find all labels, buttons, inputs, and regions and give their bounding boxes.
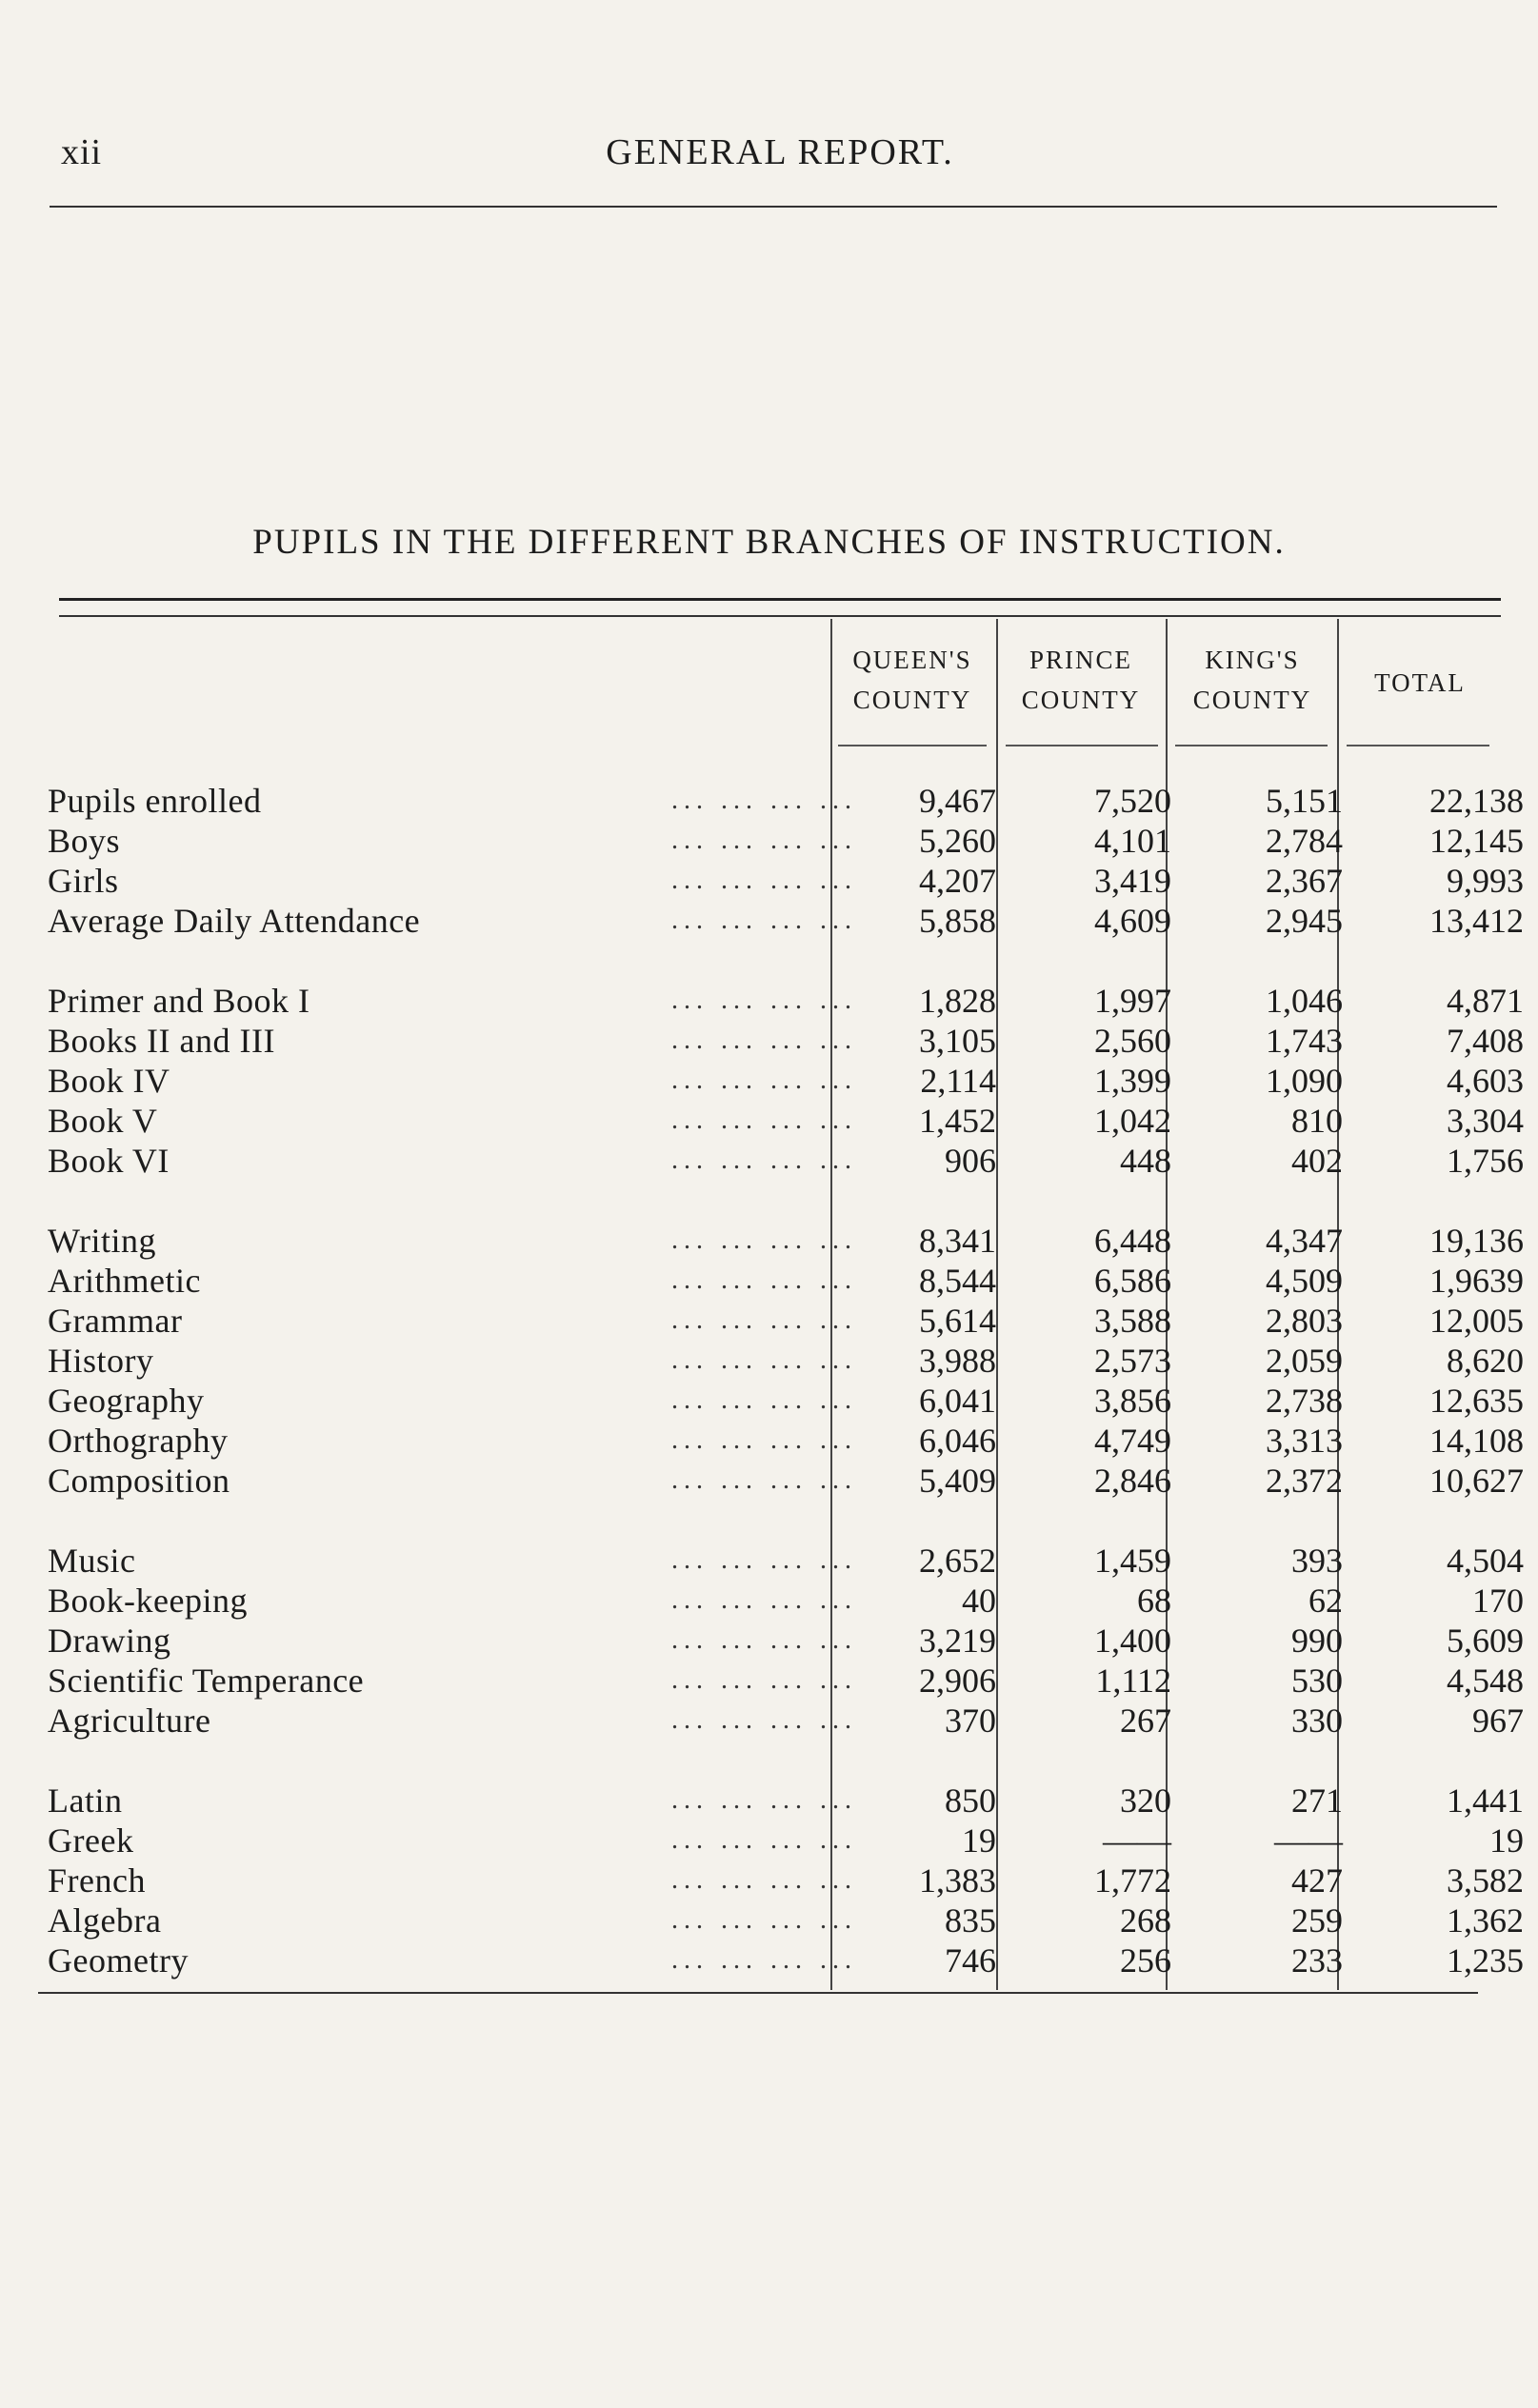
row-label: Composition xyxy=(48,1462,230,1500)
cell-value: 3,313 xyxy=(1266,1422,1343,1460)
leader-dots: ... ... ... ... xyxy=(671,1225,857,1255)
table-row xyxy=(38,781,1524,821)
table-row xyxy=(38,1261,1524,1301)
cell-value: 2,059 xyxy=(1266,1342,1343,1380)
table-row xyxy=(38,1421,1524,1461)
cell-value: 9,993 xyxy=(1447,862,1524,900)
cell-value: 2,560 xyxy=(1094,1022,1171,1060)
row-label: Scientific Temperance xyxy=(48,1662,365,1700)
row-label: Pupils enrolled xyxy=(48,782,262,820)
cell-value: 746 xyxy=(945,1941,996,1980)
cell-value: 7,408 xyxy=(1447,1022,1524,1060)
row-label: Boys xyxy=(48,822,121,860)
cell-value: 1,743 xyxy=(1266,1022,1343,1060)
cell-value: 2,367 xyxy=(1266,862,1343,900)
cell-value: 835 xyxy=(945,1901,996,1940)
column-header-kings: KING'S COUNTY xyxy=(1192,646,1312,714)
header-underline xyxy=(1347,745,1489,746)
cell-value: 4,548 xyxy=(1447,1662,1524,1700)
cell-value: 256 xyxy=(1120,1941,1171,1980)
leader-dots: ... ... ... ... xyxy=(671,1585,857,1615)
cell-value: 6,586 xyxy=(1094,1262,1171,1300)
cell-value: 13,412 xyxy=(1429,902,1524,940)
leader-dots: ... ... ... ... xyxy=(671,1065,857,1095)
cell-value: 12,145 xyxy=(1429,822,1524,860)
cell-value: 810 xyxy=(1291,1102,1343,1140)
table-row xyxy=(38,1621,1524,1661)
cell-value: 268 xyxy=(1120,1901,1171,1940)
row-label: French xyxy=(48,1861,146,1900)
cell-value: 4,749 xyxy=(1094,1422,1171,1460)
cell-value: 4,509 xyxy=(1266,1262,1343,1300)
cell-value: 6,041 xyxy=(919,1382,996,1420)
cell-value: 271 xyxy=(1291,1781,1343,1820)
table-title: PUPILS IN THE DIFFERENT BRANCHES OF INSTRUCTION. xyxy=(252,523,1286,562)
table-row xyxy=(38,1861,1524,1901)
cell-value: 530 xyxy=(1291,1662,1343,1700)
column-header-queens: QUEEN'S COUNTY xyxy=(852,646,972,714)
group-spacer xyxy=(38,1741,1505,1781)
table-row xyxy=(38,1581,1524,1621)
running-title: GENERAL REPORT. xyxy=(606,132,954,172)
cell-value: 1,772 xyxy=(1094,1861,1171,1900)
cell-value: 22,138 xyxy=(1429,782,1524,820)
table-body xyxy=(38,781,1524,1980)
cell-value: 2,652 xyxy=(919,1542,996,1580)
table-top-rule-thin xyxy=(59,615,1501,617)
row-label: Primer and Book I xyxy=(48,982,310,1020)
leader-dots: ... ... ... ... xyxy=(671,1105,857,1135)
cell-value: 2,803 xyxy=(1266,1302,1343,1340)
group-spacer xyxy=(38,1181,1505,1221)
row-label: Orthography xyxy=(48,1422,229,1460)
table-row xyxy=(38,1301,1524,1341)
cell-value: 370 xyxy=(945,1702,996,1740)
row-label: Greek xyxy=(48,1821,134,1860)
cell-value: 5,260 xyxy=(919,822,996,860)
cell-value: 5,858 xyxy=(919,902,996,940)
cell-value: 12,005 xyxy=(1429,1302,1524,1340)
leader-dots: ... ... ... ... xyxy=(671,826,857,855)
leader-dots: ... ... ... ... xyxy=(671,786,857,815)
cell-value: 14,108 xyxy=(1429,1422,1524,1460)
cell-value: 3,988 xyxy=(919,1342,996,1380)
table-top-rule xyxy=(59,598,1501,601)
row-label: History xyxy=(48,1342,154,1380)
table-row xyxy=(38,1381,1524,1421)
cell-value: 906 xyxy=(945,1142,996,1180)
cell-value: 4,609 xyxy=(1094,902,1171,940)
cell-value: 1,042 xyxy=(1094,1102,1171,1140)
cell-value: 6,046 xyxy=(919,1422,996,1460)
cell-value: 5,614 xyxy=(919,1302,996,1340)
row-label: Arithmetic xyxy=(48,1262,201,1300)
leader-dots: ... ... ... ... xyxy=(671,1625,857,1655)
leader-dots: ... ... ... ... xyxy=(671,1905,857,1935)
cell-value: 2,372 xyxy=(1266,1462,1343,1500)
cell-value: 1,400 xyxy=(1094,1622,1171,1660)
cell-value: 19 xyxy=(962,1821,996,1860)
cell-value: 3,304 xyxy=(1447,1102,1524,1140)
column-header-prince: PRINCE COUNTY xyxy=(1021,646,1141,714)
cell-value: 2,945 xyxy=(1266,902,1343,940)
column-header-total: TOTAL xyxy=(1374,668,1466,697)
cell-value: 2,906 xyxy=(919,1662,996,1700)
leader-dots: ... ... ... ... xyxy=(671,1025,857,1055)
row-label: Book IV xyxy=(48,1062,170,1100)
cell-value: 967 xyxy=(1472,1702,1524,1740)
row-label: Girls xyxy=(48,862,119,900)
row-label: Geography xyxy=(48,1382,205,1420)
row-label: Average Daily Attendance xyxy=(48,902,421,940)
group-spacer xyxy=(38,1501,1505,1541)
cell-value: 2,573 xyxy=(1094,1342,1171,1380)
cell-value: 4,207 xyxy=(919,862,996,900)
cell-value: 9,467 xyxy=(919,782,996,820)
cell-value: —— xyxy=(1274,1821,1343,1860)
table-bottom-rule xyxy=(38,1992,1478,1994)
table-row xyxy=(38,821,1524,861)
cell-value: 40 xyxy=(962,1582,996,1620)
leader-dots: ... ... ... ... xyxy=(671,1305,857,1335)
table-row xyxy=(38,1541,1524,1581)
row-label: Grammar xyxy=(48,1302,183,1340)
leader-dots: ... ... ... ... xyxy=(671,1425,857,1455)
row-label: Latin xyxy=(48,1781,123,1820)
row-label: Agriculture xyxy=(48,1702,211,1740)
leader-dots: ... ... ... ... xyxy=(671,985,857,1015)
cell-value: 3,419 xyxy=(1094,862,1171,900)
cell-value: 1,090 xyxy=(1266,1062,1343,1100)
cell-value: 1,756 xyxy=(1447,1142,1524,1180)
cell-value: 427 xyxy=(1291,1861,1343,1900)
leader-dots: ... ... ... ... xyxy=(671,1345,857,1375)
cell-value: 1,997 xyxy=(1094,982,1171,1020)
cell-value: 1,383 xyxy=(919,1861,996,1900)
cell-value: 850 xyxy=(945,1781,996,1820)
cell-value: 68 xyxy=(1137,1582,1171,1620)
table-row xyxy=(38,1341,1524,1381)
table-row xyxy=(38,1461,1524,1501)
row-label: Drawing xyxy=(48,1622,171,1660)
cell-value: 4,347 xyxy=(1266,1222,1343,1260)
cell-value: 448 xyxy=(1120,1142,1171,1180)
header-rule xyxy=(50,206,1497,208)
cell-value: 2,846 xyxy=(1094,1462,1171,1500)
cell-value: 267 xyxy=(1120,1702,1171,1740)
cell-value: 6,448 xyxy=(1094,1222,1171,1260)
cell-value: —— xyxy=(1103,1821,1171,1860)
cell-value: 8,341 xyxy=(919,1222,996,1260)
table-row xyxy=(38,1141,1524,1181)
cell-value: 7,520 xyxy=(1094,782,1171,820)
leader-dots: ... ... ... ... xyxy=(671,1865,857,1895)
cell-value: 1,235 xyxy=(1447,1941,1524,1980)
row-label: Music xyxy=(48,1542,136,1580)
table-row xyxy=(38,1661,1524,1701)
cell-value: 12,635 xyxy=(1429,1382,1524,1420)
cell-value: 5,151 xyxy=(1266,782,1343,820)
table-row xyxy=(38,1901,1524,1940)
leader-dots: ... ... ... ... xyxy=(671,1825,857,1855)
cell-value: 5,409 xyxy=(919,1462,996,1500)
row-label: Books II and III xyxy=(48,1022,275,1060)
cell-value: 1,399 xyxy=(1094,1062,1171,1100)
cell-value: 8,544 xyxy=(919,1262,996,1300)
header-underline xyxy=(838,745,987,746)
leader-dots: ... ... ... ... xyxy=(671,1665,857,1695)
row-label: Book-keeping xyxy=(48,1582,248,1620)
cell-value: 2,738 xyxy=(1266,1382,1343,1420)
cell-value: 19,136 xyxy=(1429,1222,1524,1260)
cell-value: 3,856 xyxy=(1094,1382,1171,1420)
table-row xyxy=(38,1781,1524,1821)
table-row xyxy=(38,861,1524,901)
cell-value: 4,871 xyxy=(1447,982,1524,1020)
cell-value: 1,362 xyxy=(1447,1901,1524,1940)
header-underline xyxy=(1175,745,1328,746)
cell-value: 1,441 xyxy=(1447,1781,1524,1820)
table-row xyxy=(38,1021,1524,1061)
table-row xyxy=(38,981,1524,1021)
cell-value: 259 xyxy=(1291,1901,1343,1940)
cell-value: 1,828 xyxy=(919,982,996,1020)
row-label: Algebra xyxy=(48,1901,162,1940)
cell-value: 1,046 xyxy=(1266,982,1343,1020)
cell-value: 8,620 xyxy=(1447,1342,1524,1380)
cell-value: 3,582 xyxy=(1447,1861,1524,1900)
leader-dots: ... ... ... ... xyxy=(671,1265,857,1295)
cell-value: 1,452 xyxy=(919,1102,996,1140)
row-label: Book VI xyxy=(48,1142,170,1180)
cell-value: 3,588 xyxy=(1094,1302,1171,1340)
leader-dots: ... ... ... ... xyxy=(671,1145,857,1175)
cell-value: 62 xyxy=(1308,1582,1343,1620)
table-row xyxy=(38,1101,1524,1141)
cell-value: 2,114 xyxy=(920,1062,996,1100)
cell-value: 330 xyxy=(1291,1702,1343,1740)
cell-value: 4,603 xyxy=(1447,1062,1524,1100)
cell-value: 5,609 xyxy=(1447,1622,1524,1660)
leader-dots: ... ... ... ... xyxy=(671,866,857,895)
cell-value: 19 xyxy=(1489,1821,1524,1860)
row-label: Geometry xyxy=(48,1941,189,1980)
table-row xyxy=(38,1940,1524,1980)
cell-value: 3,219 xyxy=(919,1622,996,1660)
leader-dots: ... ... ... ... xyxy=(671,1785,857,1815)
group-spacer xyxy=(38,941,1505,981)
cell-value: 10,627 xyxy=(1429,1462,1524,1500)
leader-dots: ... ... ... ... xyxy=(671,1705,857,1735)
table-row xyxy=(38,1701,1524,1741)
cell-value: 393 xyxy=(1291,1542,1343,1580)
leader-dots: ... ... ... ... xyxy=(671,1945,857,1975)
cell-value: 170 xyxy=(1472,1582,1524,1620)
cell-value: 4,504 xyxy=(1447,1542,1524,1580)
cell-value: 990 xyxy=(1291,1622,1343,1660)
cell-value: 2,784 xyxy=(1266,822,1343,860)
table-row xyxy=(38,1821,1524,1861)
cell-value: 1,112 xyxy=(1095,1662,1171,1700)
row-label: Writing xyxy=(48,1222,157,1260)
cell-value: 320 xyxy=(1120,1781,1171,1820)
running-head xyxy=(61,131,1499,179)
cell-value: 3,105 xyxy=(919,1022,996,1060)
page-number: xii xyxy=(61,132,103,172)
leader-dots: ... ... ... ... xyxy=(671,1545,857,1575)
table-row xyxy=(38,901,1524,941)
header-underline xyxy=(1006,745,1158,746)
leader-dots: ... ... ... ... xyxy=(671,1465,857,1495)
leader-dots: ... ... ... ... xyxy=(671,1385,857,1415)
table-row xyxy=(38,1221,1524,1261)
cell-value: 1,9639 xyxy=(1429,1262,1524,1300)
cell-value: 233 xyxy=(1291,1941,1343,1980)
cell-value: 1,459 xyxy=(1094,1542,1171,1580)
row-label: Book V xyxy=(48,1102,158,1140)
leader-dots: ... ... ... ... xyxy=(671,905,857,935)
table-row xyxy=(38,1061,1524,1101)
cell-value: 4,101 xyxy=(1094,822,1171,860)
cell-value: 402 xyxy=(1291,1142,1343,1180)
